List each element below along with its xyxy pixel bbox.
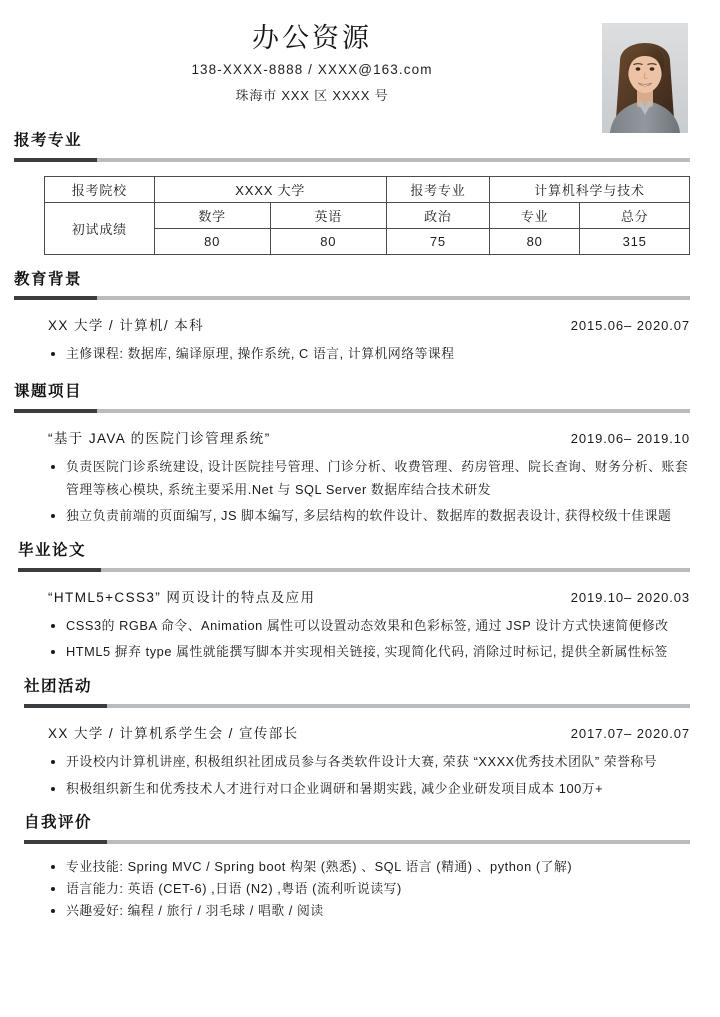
entry-row bbox=[0, 708, 720, 742]
entry-row bbox=[0, 572, 720, 606]
section-heading-selfeval bbox=[0, 814, 720, 840]
section-title: 社团活动 bbox=[24, 678, 93, 696]
list-item: 主修课程: 数据库, 编译原理, 操作系统, C 语言, 计算机网络等课程 bbox=[64, 343, 690, 365]
spacer bbox=[0, 367, 720, 383]
contact-line: 138-XXXX-8888 / XXXX@163.com bbox=[191, 61, 433, 77]
section-title: 毕业论文 bbox=[18, 542, 87, 560]
cell-score-3: 80 bbox=[490, 228, 580, 254]
list-item: HTML5 摒弃 type 属性就能撰写脚本并实现相关链接, 实现简化代码, 消除过时标记, 提供全新属性标签 bbox=[64, 641, 690, 664]
section-rule bbox=[24, 840, 690, 844]
section-project bbox=[0, 383, 720, 528]
list-item: 语言能力: 英语 (CET-6) ,日语 (N2) ,粤语 (流利听说读写) bbox=[64, 878, 690, 900]
list-item: CSS3的 RGBA 命令、Animation 属性可以设置动态效果和色彩标签, 通过 JSP 设计方式快速简便修改 bbox=[64, 615, 690, 638]
section-rule bbox=[18, 568, 690, 572]
entry-date: 2019.06– 2019.10 bbox=[570, 430, 690, 446]
section-title: 自我评价 bbox=[24, 814, 93, 832]
section-heading-major bbox=[0, 132, 720, 158]
cell-school-value: XXXX 大学 bbox=[154, 176, 386, 202]
section-heading-project bbox=[0, 383, 720, 409]
cell-exam-label: 初试成绩 bbox=[45, 202, 155, 254]
section-rule bbox=[14, 409, 690, 413]
list-item: 独立负责前端的页面编写, JS 脚本编写, 多层结构的软件设计、数据库的数据表设计, 获得校级十佳课题 bbox=[64, 505, 690, 528]
entry-row bbox=[0, 300, 720, 334]
section-thesis bbox=[0, 542, 720, 664]
list-item: 负责医院门诊系统建设, 设计医院挂号管理、门诊分析、收费管理、药房管理、院长查询、财务分析、账套管理等核心模块, 系统主要采用.Net 与 SQL Server 数据库结合技术研发 bbox=[64, 456, 690, 502]
section-major bbox=[0, 132, 720, 255]
table-row bbox=[45, 202, 690, 228]
scores-table-wrap bbox=[0, 162, 720, 255]
cell-score-2: 75 bbox=[386, 228, 489, 254]
section-rule bbox=[24, 704, 690, 708]
spacer bbox=[0, 255, 720, 271]
bullet-list-club bbox=[0, 751, 720, 801]
spacer bbox=[0, 668, 720, 678]
entry-title: XX 大学 / 计算机/ 本科 bbox=[48, 318, 205, 334]
address-line: 珠海市 XXX 区 XXXX 号 bbox=[235, 87, 389, 103]
table-row bbox=[45, 176, 690, 202]
cell-subject-1: 英语 bbox=[270, 202, 386, 228]
section-education bbox=[0, 271, 720, 366]
cell-score-1: 80 bbox=[270, 228, 386, 254]
scores-table bbox=[44, 176, 690, 255]
cell-subject-4: 总分 bbox=[580, 202, 690, 228]
section-heading-education bbox=[0, 271, 720, 297]
list-item: 积极组织新生和优秀技术人才进行对口企业调研和暑期实践, 减少企业研发项目成本 100万+ bbox=[64, 778, 690, 801]
cell-subject-2: 政治 bbox=[386, 202, 489, 228]
bullet-list-thesis bbox=[0, 615, 720, 665]
list-item: 兴趣爱好: 编程 / 旅行 / 羽毛球 / 唱歌 / 阅读 bbox=[64, 900, 690, 922]
avatar bbox=[602, 23, 688, 133]
cell-school-label: 报考院校 bbox=[45, 176, 155, 202]
section-heading-thesis bbox=[0, 542, 720, 568]
entry-title: XX 大学 / 计算机系学生会 / 宣传部长 bbox=[48, 725, 299, 741]
cell-major-label: 报考专业 bbox=[386, 176, 489, 202]
cell-major-value: 计算机科学与技术 bbox=[490, 176, 690, 202]
entry-date: 2019.10– 2020.03 bbox=[570, 589, 690, 605]
section-title: 报考专业 bbox=[14, 132, 83, 149]
resume-header bbox=[0, 0, 720, 132]
entry-date: 2017.07– 2020.07 bbox=[570, 725, 690, 741]
spacer bbox=[0, 532, 720, 542]
cell-score-4: 315 bbox=[580, 228, 690, 254]
section-club bbox=[0, 678, 720, 800]
bullet-list-education bbox=[0, 343, 720, 365]
entry-title: “HTML5+CSS3” 网页设计的特点及应用 bbox=[48, 589, 316, 605]
list-item: 开设校内计算机讲座, 积极组织社团成员参与各类软件设计大赛, 荣获 “XXXX优秀技术团队” 荣誉称号 bbox=[64, 751, 690, 774]
entry-title: “基于 JAVA 的医院门诊管理系统” bbox=[48, 430, 271, 446]
section-heading-club bbox=[0, 678, 720, 704]
spacer bbox=[0, 804, 720, 814]
entry-row bbox=[0, 413, 720, 447]
section-rule bbox=[14, 158, 690, 162]
list-item: 专业技能: Spring MVC / Spring boot 构架 (熟悉) 、SQL 语言 (精通) 、python (了解) bbox=[64, 856, 690, 878]
cell-score-0: 80 bbox=[154, 228, 270, 254]
section-title: 教育背景 bbox=[14, 270, 83, 288]
section-selfeval bbox=[0, 814, 720, 922]
bullet-list-selfeval bbox=[0, 856, 720, 922]
entry-date: 2015.06– 2020.07 bbox=[570, 318, 690, 334]
section-title: 课题项目 bbox=[14, 383, 83, 401]
section-rule bbox=[14, 296, 690, 300]
cell-subject-3: 专业 bbox=[490, 202, 580, 228]
bullet-list-project bbox=[0, 456, 720, 528]
cell-subject-0: 数学 bbox=[154, 202, 270, 228]
page-title: 办公资源 bbox=[252, 23, 372, 53]
